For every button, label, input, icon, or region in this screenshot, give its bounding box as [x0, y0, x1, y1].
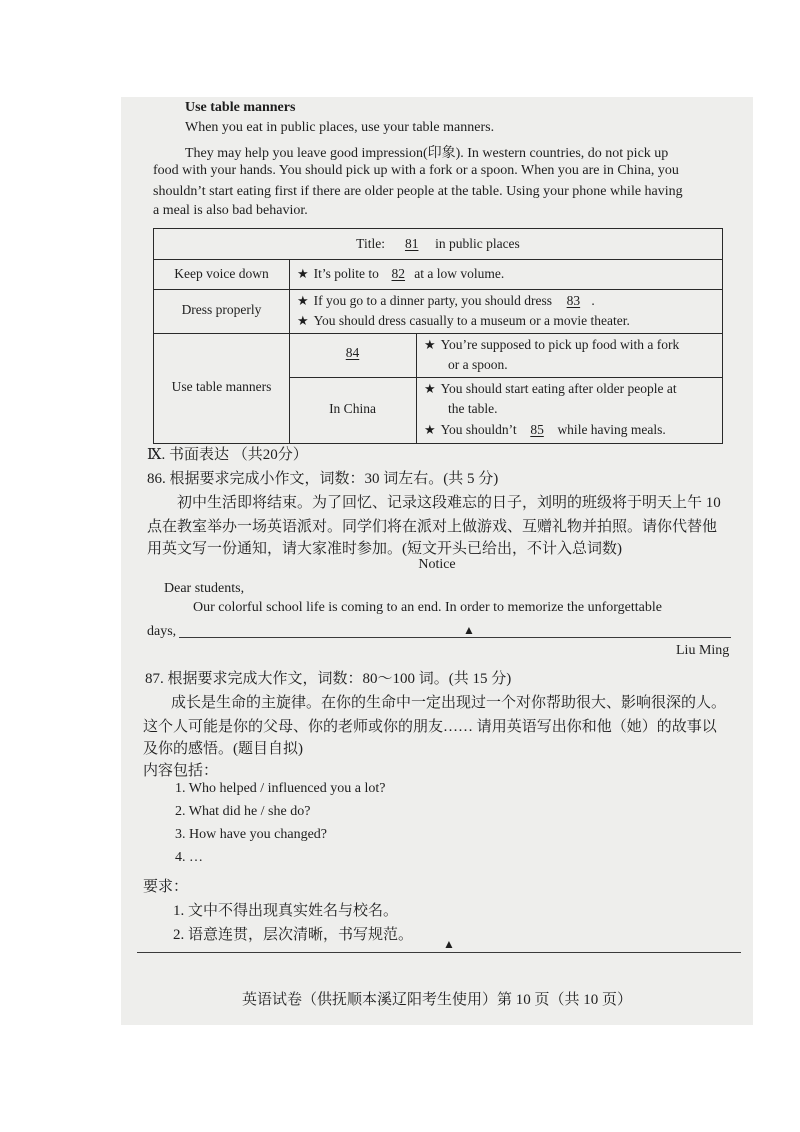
- exam-page: [121, 97, 753, 1025]
- q86-text: 用英文写一份通知，请大家准时参加。(短文开头已给出，不计入总词数): [147, 541, 622, 557]
- table-title: Title: 81 in public places: [356, 236, 520, 251]
- row3-sub2: In China: [329, 401, 376, 416]
- content-item: 3. How have you changed?: [175, 827, 328, 842]
- q87-heading: 87. 根据要求完成大作文，词数：80～100 词。(共 15 分): [145, 671, 512, 687]
- row3-text-a1: ★ You’re supposed to pick up food with a fork: [424, 337, 680, 352]
- row3-text-a2: or a spoon.: [448, 357, 508, 372]
- star-icon: ★: [424, 422, 436, 437]
- row3-text-c: ★ You shouldn’t 85 while having meals.: [424, 422, 666, 437]
- star-icon: ★: [297, 313, 309, 328]
- notice-start: Our colorful school life is coming to an end. In order to memorize the unforgettable: [193, 600, 662, 615]
- signature: Liu Ming: [676, 643, 730, 658]
- row2-text-b: ★ You should dress casually to a museum or a movie theater.: [297, 313, 630, 328]
- notice-start-days: days,: [147, 624, 177, 639]
- star-icon: ★: [424, 337, 436, 352]
- q87-text: 成长是生命的主旋律。在你的生命中一定出现过一个对你帮助很大、影响很深的人。: [171, 695, 727, 711]
- notice-title: Notice: [418, 557, 456, 572]
- q86-heading: 86. 根据要求完成小作文，词数：30 词左右。(共 5 分): [147, 471, 499, 487]
- passage-line: a meal is also bad behavior.: [153, 203, 308, 218]
- blank-83: 83: [566, 293, 581, 308]
- q87-text: 及你的感悟。(题目自拟): [143, 741, 303, 757]
- star-icon: ★: [297, 266, 309, 281]
- answer-line: [179, 637, 731, 638]
- triangle-icon: ▲: [463, 623, 475, 637]
- star-icon: ★: [424, 381, 436, 396]
- passage-line: shouldn’t start eating first if there are older people at the table. Using your phone while having: [153, 184, 683, 199]
- q86-text: 点在教室举办一场英语派对。同学们将在派对上做游戏、互赠礼物并拍照。请你代替他: [147, 519, 718, 535]
- content-item: 1. Who helped / influenced you a lot?: [175, 781, 386, 796]
- row3-sub1: [289, 345, 416, 361]
- requirements-label: 要求：: [143, 879, 189, 895]
- q87-text: 这个人可能是你的父母、你的老师或你的朋友…… 请用英语写出你和他（她）的故事以: [143, 719, 717, 735]
- passage-line: When you eat in public places, use your table manners.: [185, 120, 495, 135]
- row3-text-b2: the table.: [448, 401, 498, 416]
- dear-line: Dear students,: [164, 581, 245, 596]
- requirement-item: 2. 语意连贯，层次清晰，书写规范。: [173, 927, 414, 943]
- row3-text-b1: ★ You should start eating after older people at: [424, 381, 677, 396]
- triangle-icon: ▲: [443, 937, 455, 951]
- blank-82: 82: [391, 266, 406, 281]
- row2-text-a: ★ If you go to a dinner party, you should dress 83 .: [297, 293, 595, 308]
- passage-line: food with your hands. You should pick up with a fork or a spoon. When you are in China, you: [153, 163, 679, 178]
- row-label-dress: Dress properly: [181, 302, 262, 317]
- content-item: 4. …: [175, 850, 203, 865]
- passage-line: They may help you leave good impression(印象). In western countries, do not pick up: [185, 146, 669, 161]
- row1-text: ★ It’s polite to 82 at a low volume.: [297, 266, 505, 281]
- star-icon: ★: [297, 293, 309, 308]
- requirement-item: 1. 文中不得出现真实姓名与校名。: [173, 903, 399, 919]
- blank-81: 81: [404, 236, 419, 251]
- answer-line: [137, 952, 741, 953]
- content-label: 内容包括：: [143, 763, 219, 779]
- passage-title: Use table manners: [185, 100, 296, 115]
- row-label-voice: Keep voice down: [174, 266, 269, 281]
- page-footer: 英语试卷（供抚顺本溪辽阳考生使用）第 10 页（共 10 页）: [241, 992, 632, 1008]
- blank-84: 84: [345, 345, 360, 360]
- blank-85: 85: [530, 422, 544, 437]
- section-heading: Ⅸ. 书面表达 （共20分）: [147, 447, 308, 463]
- row-label-table-manners: Use table manners: [171, 379, 272, 394]
- content-item: 2. What did he / she do?: [175, 804, 311, 819]
- q86-text: 初中生活即将结束。为了回忆、记录这段难忘的日子，刘明的班级将于明天上午 10: [177, 495, 721, 511]
- info-table: [153, 228, 723, 444]
